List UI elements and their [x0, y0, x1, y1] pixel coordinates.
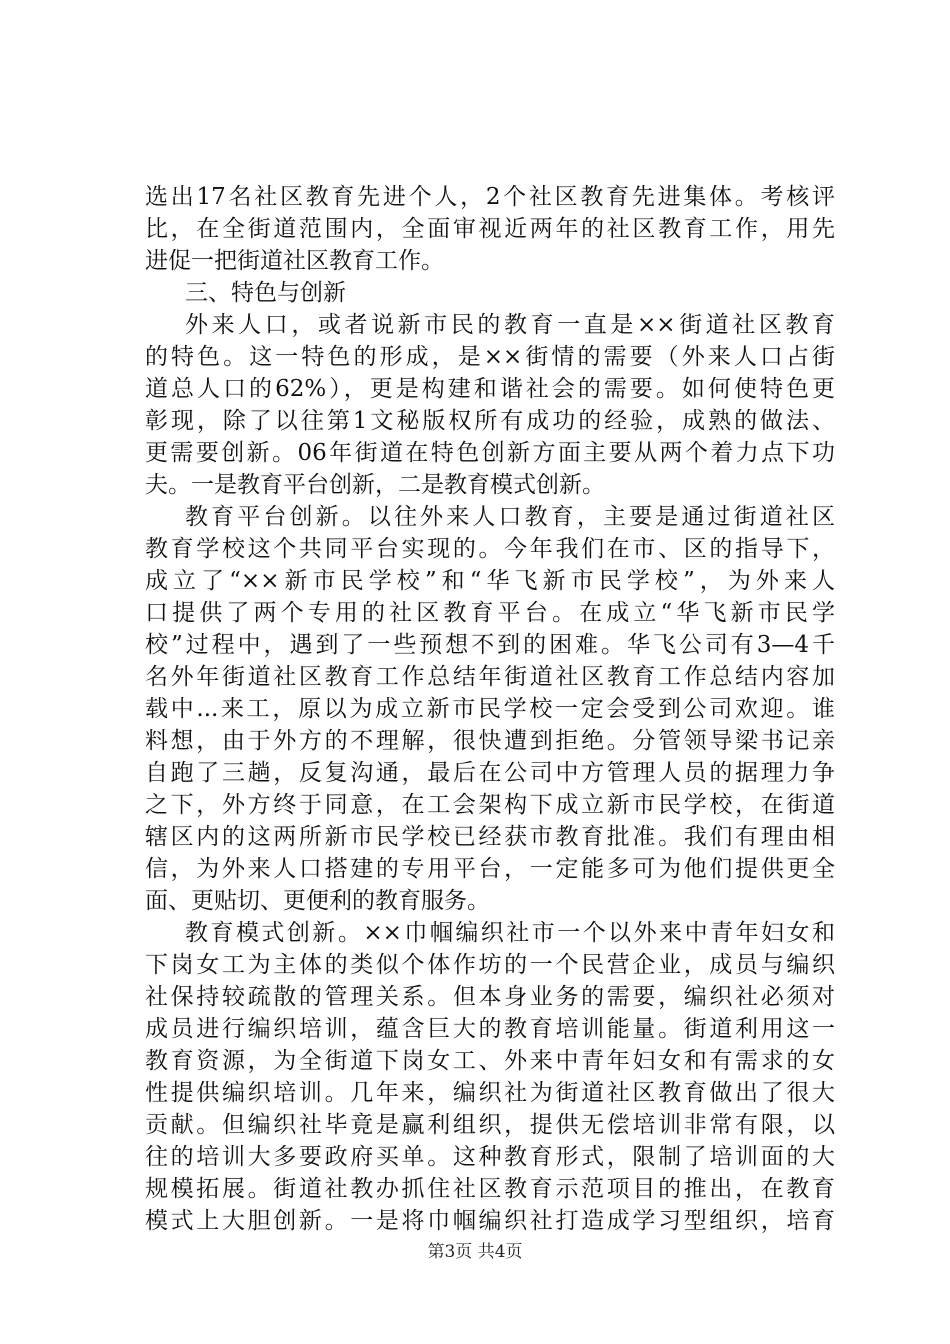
text-line-21: 辖区内的这两所新市民学校已经获市教育批准。我们有理由相	[145, 824, 835, 850]
text-line-10: 夫。一是教育平台创新，二是教育模式创新。	[145, 472, 605, 498]
text-line-30: 贡献。但编织社毕竟是赢利组织，提供无偿培训非常有限，以	[145, 1112, 835, 1138]
text-line-3: 进促一把街道社区教育工作。	[145, 248, 444, 274]
text-line-22: 信，为外来人口搭建的专用平台，一定能多可为他们提供更全	[145, 856, 835, 882]
text-line-16: 名外年街道社区教育工作总结年街道社区教育工作总结内容加	[145, 664, 835, 690]
text-line-33: 模式上大胆创新。一是将巾帼编织社打造成学习型组织，培育	[145, 1208, 835, 1234]
text-line-11: 教育平台创新。以往外来人口教育，主要是通过街道社区	[185, 504, 835, 530]
text-line-32: 规模拓展。街道社教办抓住社区教育示范项目的推出，在教育	[145, 1176, 835, 1202]
text-line-25: 下岗女工为主体的类似个体作坊的一个民营企业，成员与编织	[145, 952, 835, 978]
text-line-5: 外来人口，或者说新市民的教育一直是××街道社区教育	[185, 312, 835, 338]
text-line-23: 面、更贴切、更便利的教育服务。	[145, 888, 490, 914]
text-line-29: 性提供编织培训。几年来，编织社为街道社区教育做出了很大	[145, 1080, 835, 1106]
text-line-24: 教育模式创新。××巾帼编织社市一个以外来中青年妇女和	[185, 920, 835, 946]
text-line-19: 自跑了三趟，反复沟通，最后在公司中方管理人员的据理力争	[145, 760, 835, 786]
text-line-1: 选出17名社区教育先进个人，2个社区教育先进集体。考核评	[145, 184, 835, 210]
text-line-13: 成立了“××新市民学校”和“华飞新市民学校”，为外来人	[145, 568, 835, 594]
text-line-27: 成员进行编织培训，蕴含巨大的教育培训能量。街道利用这一	[145, 1016, 835, 1042]
text-line-18: 料想，由于外方的不理解，很快遭到拒绝。分管领导梁书记亲	[145, 728, 835, 754]
text-line-9: 更需要创新。06年街道在特色创新方面主要从两个着力点下功	[145, 440, 835, 466]
page-number: 第3页 共4页	[427, 1242, 523, 1262]
text-line-7: 道总人口的62%），更是构建和谐社会的需要。如何使特色更	[145, 376, 835, 402]
text-line-26: 社保持较疏散的管理关系。但本身业务的需要，编织社必须对	[145, 984, 835, 1010]
text-line-8: 彰现，除了以往第1文秘版权所有成功的经验，成熟的做法、	[145, 408, 835, 434]
text-line-31: 往的培训大多要政府买单。这种教育形式，限制了培训面的大	[145, 1144, 835, 1170]
section-heading: 三、特色与创新	[185, 280, 346, 306]
text-line-20: 之下，外方终于同意，在工会架构下成立新市民学校，在街道	[145, 792, 835, 818]
text-line-15: 校”过程中，遇到了一些预想不到的困难。华飞公司有3—4千	[145, 632, 835, 658]
text-line-6: 的特色。这一特色的形成，是××街情的需要（外来人口占街	[145, 344, 835, 370]
text-line-2: 比，在全街道范围内，全面审视近两年的社区教育工作，用先	[145, 216, 835, 242]
text-line-17: 载中...来工，原以为成立新市民学校一定会受到公司欢迎。谁	[145, 696, 835, 722]
text-line-12: 教育学校这个共同平台实现的。今年我们在市、区的指导下，	[145, 536, 835, 562]
text-line-28: 教育资源，为全街道下岗女工、外来中青年妇女和有需求的女	[145, 1048, 835, 1074]
text-line-14: 口提供了两个专用的社区教育平台。在成立“华飞新市民学	[145, 600, 835, 626]
